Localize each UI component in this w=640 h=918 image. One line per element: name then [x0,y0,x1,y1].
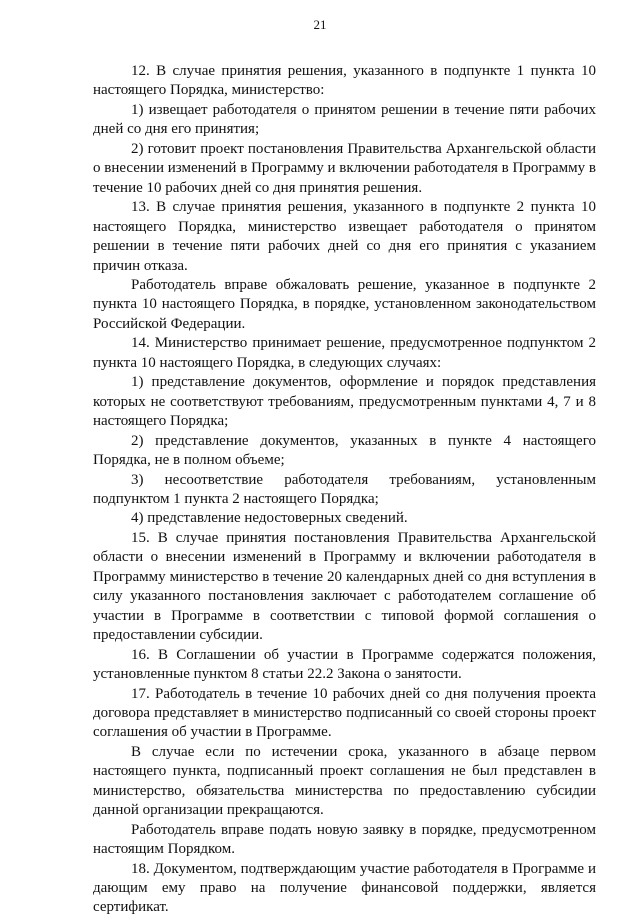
paragraph-14: 14. Министерство принимает решение, предусмотренное подпунктом 2 пункта 10 настоящего Порядка, в следующих случаях: [93,335,596,371]
document-body [93,62,596,918]
paragraph-14-item-4: 4) представление недостоверных сведений. [131,510,408,527]
paragraph-18: 18. Документом, подтверждающим участие работодателя в Программе и дающим ему право на получение финансовой поддержки, является сертификат. [93,860,596,916]
paragraph-14-item-2: 2) представление документов, указанных в пункте 4 настоящего Порядка, не в полном объеме; [93,432,596,469]
paragraph-17: 17. Работодатель в течение 10 рабочих дней со дня получения проекта договора представляет в министерство подписанный со своей стороны проект соглашения об участии в Программе. [93,685,596,741]
paragraph-17-new-application: Работодатель вправе подать новую заявку в порядке, предусмотренном настоящим Порядком. [93,821,596,858]
paragraph-14-item-1: 1) представление документов, оформление и порядок представления которых не соответствуют требованиям, предусмотренным пунктами 4, 7 и 8 настоящего Порядка; [93,374,596,430]
paragraph-16: 16. В Соглашении об участии в Программе содержатся положения, установленные пунктом 8 статьи 22.2 Закона о занятости. [93,646,596,683]
paragraph-12-item-1: 1) извещает работодателя о принятом решении в течение пяти рабочих дней со дня его принятия; [93,101,596,138]
paragraph-13: 13. В случае принятия решения, указанного в подпункте 2 пункта 10 настоящего Порядка, министерство извещает работодателя о принятом решении в течение пяти рабочих дней со дня его принятия с указанием причин отказа. [93,199,596,274]
paragraph-17-deadline: В случае если по истечении срока, указанного в абзаце первом настоящего пункта, подписанный проект соглашения не был представлен в министерство, обязательства министерства по предоставлению субсидии данной организации прекращаются. [93,743,596,819]
paragraph-15: 15. В случае принятия постановления Правительства Архангельской области о внесении изменений в Программу и включении работодателя в Программу министерство в течение 20 календарных дней со дня вступления в силу указанного постановления заключает с работодателем соглашение об участии в Программе в соответствии с типовой формой соглашения о предоставлении субсидии. [93,529,596,644]
page-number: 21 [313,17,327,32]
paragraph-12-item-2: 2) готовит проект постановления Правительства Архангельской области о внесении изменений в Программу и включении работодателя в Программу в течение 10 рабочих дней со дня принятия решения. [93,140,596,196]
paragraph-12: 12. В случае принятия решения, указанного в подпункте 1 пункта 10 настоящего Порядка, министерство: [93,63,596,99]
paragraph-14-item-3: 3) несоответствие работодателя требованиям, установленным подпунктом 1 пункта 2 настоящего Порядка; [93,471,596,507]
paragraph-13-appeal: Работодатель вправе обжаловать решение, указанное в подпункте 2 пункта 10 настоящего Порядка, в порядке, установленном законодательством Российской Федерации. [93,276,596,332]
